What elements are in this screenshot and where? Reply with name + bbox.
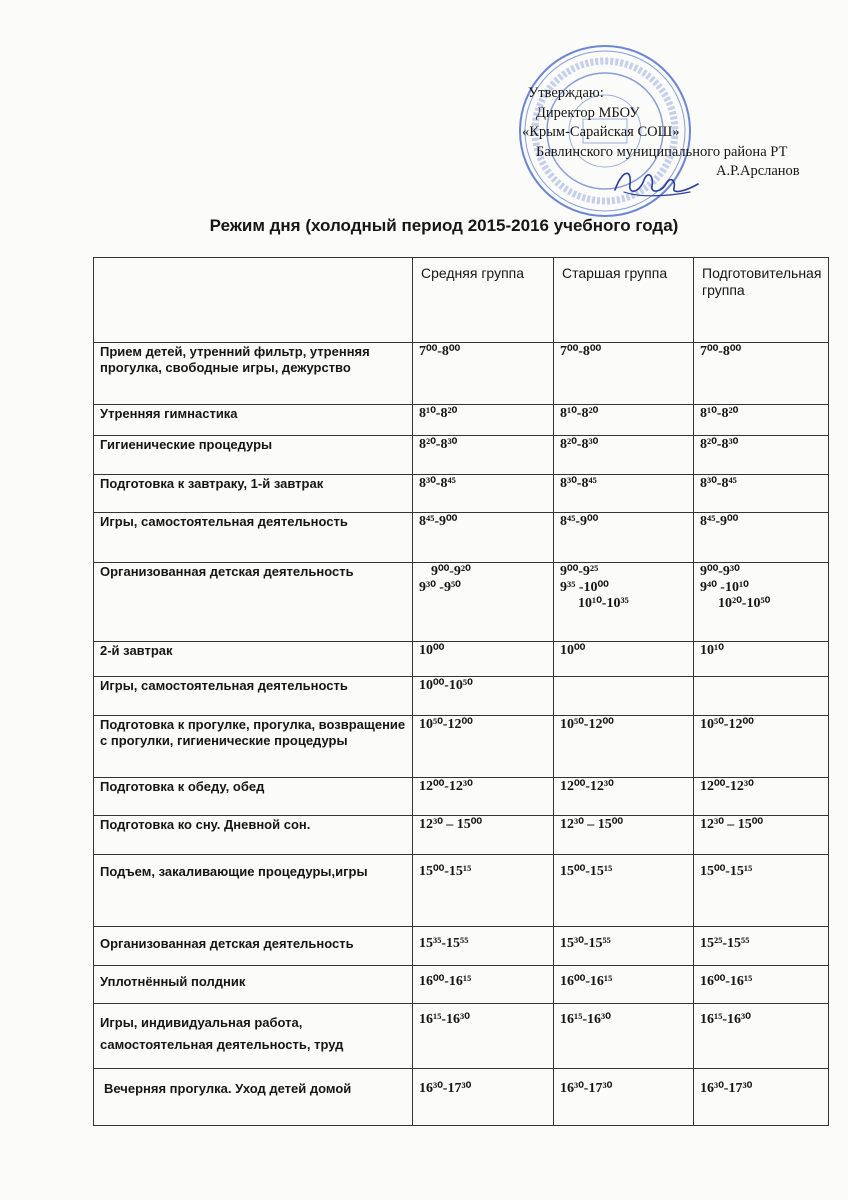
approval-signer: А.Р.Арсланов (716, 163, 800, 179)
activity-cell: Игры, индивидуальная работа, самостоятельная деятельность, труд (94, 1004, 413, 1069)
time-cell-middle: 8³⁰-8⁴⁵ (413, 475, 554, 513)
table-header-row (94, 258, 829, 343)
time-cell-prep: 16³⁰-17³⁰ (694, 1069, 829, 1126)
time-cell-prep: 15⁰⁰-15¹⁵ (694, 855, 829, 927)
activity-cell: Подъем, закаливающие процедуры,игры (94, 855, 413, 927)
activity-cell: Организованная детская деятельность (94, 927, 413, 966)
table-row (94, 855, 829, 927)
time-cell-senior: 12³⁰ – 15⁰⁰ (554, 816, 694, 855)
time-cell-prep: 8²⁰-8³⁰ (694, 436, 829, 475)
activity-cell: 2-й завтрак (94, 642, 413, 677)
activity-cell: Уплотнённый полдник (94, 966, 413, 1004)
time-cell-prep (694, 677, 829, 716)
activity-cell: Игры, самостоятельная деятельность (94, 513, 413, 563)
approval-line-1: Утверждаю: (528, 85, 604, 101)
approval-line-4: Бавлинского муниципального района РТ (536, 143, 788, 160)
time-cell-senior: 8³⁰-8⁴⁵ (554, 475, 694, 513)
activity-cell: Подготовка к прогулке, прогулка, возвращение с прогулки, гигиенические процедуры (94, 716, 413, 778)
header-senior-group: Старшая группа (554, 258, 694, 343)
time-cell-middle (413, 563, 554, 642)
time-cell-prep: 10¹⁰ (694, 642, 829, 677)
time-cell-senior (554, 677, 694, 716)
signature (610, 162, 705, 202)
header-middle-group: Средняя группа (413, 258, 554, 343)
time-cell-middle: 10⁰⁰ (413, 642, 554, 677)
time-slot: 9⁰⁰-9²⁰ (431, 564, 471, 579)
table-row (94, 927, 829, 966)
table-row (94, 563, 829, 642)
table-row (94, 816, 829, 855)
approval-line-3: «Крым-Сарайская СОШ» (522, 124, 680, 140)
table-row (94, 677, 829, 716)
table-row (94, 778, 829, 816)
time-cell-prep: 8¹⁰-8²⁰ (694, 405, 829, 436)
time-cell-middle: 16³⁰-17³⁰ (413, 1069, 554, 1126)
time-slot: 9⁰⁰-9³⁰ (700, 564, 740, 579)
time-cell-senior: 15³⁰-15⁵⁵ (554, 927, 694, 966)
table-row (94, 343, 829, 405)
table-row (94, 436, 829, 475)
time-cell-prep: 12⁰⁰-12³⁰ (694, 778, 829, 816)
time-cell-senior: 16¹⁵-16³⁰ (554, 1004, 694, 1069)
time-slot: 9³⁰ -9⁵⁰ (419, 580, 461, 595)
time-cell-prep: 15²⁵-15⁵⁵ (694, 927, 829, 966)
header-prep-group: Подготовительная группа (694, 258, 829, 343)
time-cell-senior (554, 563, 694, 642)
page-title: Режим дня (холодный период 2015-2016 учебного года) (209, 216, 679, 235)
table-row (94, 642, 829, 677)
activity-cell: Подготовка ко сну. Дневной сон. (94, 816, 413, 855)
time-slot: 10¹⁰-10³⁵ (578, 596, 629, 611)
time-cell-middle: 16¹⁵-16³⁰ (413, 1004, 554, 1069)
table-row (94, 475, 829, 513)
time-cell-prep: 8⁴⁵-9⁰⁰ (694, 513, 829, 563)
activity-cell: Утренняя гимнастика (94, 405, 413, 436)
activity-cell: Вечерняя прогулка. Уход детей домой (94, 1069, 413, 1126)
time-slot: 9³⁵ -10⁰⁰ (560, 580, 609, 595)
activity-cell: Организованная детская деятельность (94, 563, 413, 642)
time-cell-senior: 12⁰⁰-12³⁰ (554, 778, 694, 816)
time-cell-senior: 8¹⁰-8²⁰ (554, 405, 694, 436)
time-slot: 9⁴⁰ -10¹⁰ (700, 580, 749, 595)
time-cell-prep: 12³⁰ – 15⁰⁰ (694, 816, 829, 855)
time-cell-middle: 8²⁰-8³⁰ (413, 436, 554, 475)
time-cell-senior: 10⁰⁰ (554, 642, 694, 677)
time-cell-middle: 12⁰⁰-12³⁰ (413, 778, 554, 816)
activity-cell: Прием детей, утренний фильтр, утренняя прогулка, свободные игры, дежурство (94, 343, 413, 405)
header-activity (94, 258, 413, 343)
time-cell-prep: 16⁰⁰-16¹⁵ (694, 966, 829, 1004)
activity-cell: Игры, самостоятельная деятельность (94, 677, 413, 716)
time-cell-senior: 10⁵⁰-12⁰⁰ (554, 716, 694, 778)
time-cell-prep: 16¹⁵-16³⁰ (694, 1004, 829, 1069)
table-row (94, 966, 829, 1004)
time-slot: 9⁰⁰-9²⁵ (560, 564, 599, 579)
time-cell-senior: 16⁰⁰-16¹⁵ (554, 966, 694, 1004)
approval-line-2: Директор МБОУ (536, 104, 640, 121)
time-cell-senior: 7⁰⁰-8⁰⁰ (554, 343, 694, 405)
schedule-table (93, 257, 829, 1126)
time-cell-prep (694, 563, 829, 642)
time-cell-senior: 8⁴⁵-9⁰⁰ (554, 513, 694, 563)
time-cell-senior: 8²⁰-8³⁰ (554, 436, 694, 475)
time-slot: 10²⁰-10⁵⁰ (718, 596, 771, 611)
activity-cell: Гигиенические процедуры (94, 436, 413, 475)
time-cell-prep: 8³⁰-8⁴⁵ (694, 475, 829, 513)
time-cell-middle: 8⁴⁵-9⁰⁰ (413, 513, 554, 563)
time-cell-prep: 10⁵⁰-12⁰⁰ (694, 716, 829, 778)
table-row (94, 716, 829, 778)
time-cell-senior: 16³⁰-17³⁰ (554, 1069, 694, 1126)
activity-cell: Подготовка к обеду, обед (94, 778, 413, 816)
time-cell-middle: 16⁰⁰-16¹⁵ (413, 966, 554, 1004)
time-cell-senior: 15⁰⁰-15¹⁵ (554, 855, 694, 927)
table-row (94, 405, 829, 436)
table-row (94, 1004, 829, 1069)
time-cell-middle: 15³⁵-15⁵⁵ (413, 927, 554, 966)
time-cell-middle: 10⁰⁰-10⁵⁰ (413, 677, 554, 716)
time-cell-prep: 7⁰⁰-8⁰⁰ (694, 343, 829, 405)
table-row (94, 1069, 829, 1126)
time-cell-middle: 10⁵⁰-12⁰⁰ (413, 716, 554, 778)
activity-cell: Подготовка к завтраку, 1-й завтрак (94, 475, 413, 513)
time-cell-middle: 15⁰⁰-15¹⁵ (413, 855, 554, 927)
time-cell-middle: 7⁰⁰-8⁰⁰ (413, 343, 554, 405)
time-cell-middle: 12³⁰ – 15⁰⁰ (413, 816, 554, 855)
table-row (94, 513, 829, 563)
time-cell-middle: 8¹⁰-8²⁰ (413, 405, 554, 436)
